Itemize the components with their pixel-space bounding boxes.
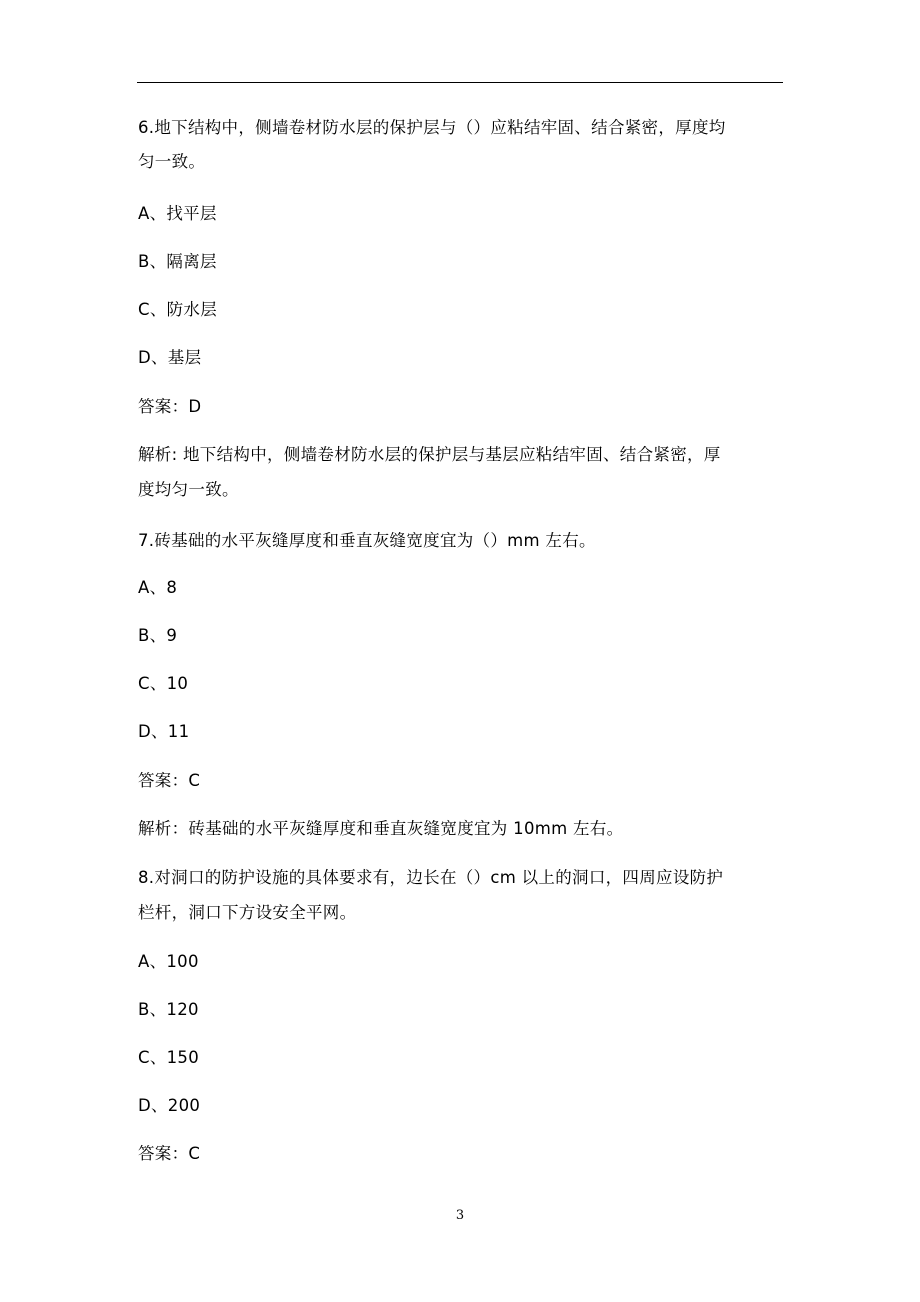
page-number: 3 [455,1208,465,1223]
question-6-option-a: A、找平层 [138,204,217,223]
header-rule [137,82,783,83]
question-6-stem-line-1: 6.地下结构中，侧墙卷材防水层的保护层与（）应粘结牢固、结合紧密，厚度均 [138,118,726,137]
question-7-answer: 答案：C [138,771,201,790]
question-6-stem-line-2: 匀一致。 [138,152,206,171]
question-6-option-d: D、基层 [138,348,202,367]
question-8-stem-line-2: 栏杆，洞口下方设安全平网。 [138,903,357,922]
question-7-option-a: A、8 [138,578,178,597]
question-8-option-c: C、150 [138,1048,200,1067]
question-6-analysis-line-1: 解析: 地下结构中，侧墙卷材防水层的保护层与基层应粘结牢固、结合紧密，厚 [138,445,721,464]
question-8-option-b: B、120 [138,1000,199,1019]
question-8-stem-line-1: 8.对洞口的防护设施的具体要求有，边长在（）cm 以上的洞口，四周应设防护 [138,868,724,887]
question-8-answer: 答案：C [138,1144,201,1163]
question-8-option-a: A、100 [138,952,199,971]
question-7-option-c: C、10 [138,674,189,693]
question-8-option-d: D、200 [138,1096,201,1115]
question-6-analysis-line-2: 度均匀一致。 [138,480,239,499]
question-7-option-d: D、11 [138,722,190,741]
question-7-analysis-line-1: 解析：砖基础的水平灰缝厚度和垂直灰缝宽度宜为 10mm 左右。 [138,819,624,838]
question-7-option-b: B、9 [138,626,178,645]
question-7-stem-line-1: 7.砖基础的水平灰缝厚度和垂直灰缝宽度宜为（）mm 左右。 [138,531,596,550]
question-6-option-b: B、隔离层 [138,252,217,271]
question-6-answer: 答案：D [138,397,202,416]
question-6-option-c: C、防水层 [138,300,218,319]
